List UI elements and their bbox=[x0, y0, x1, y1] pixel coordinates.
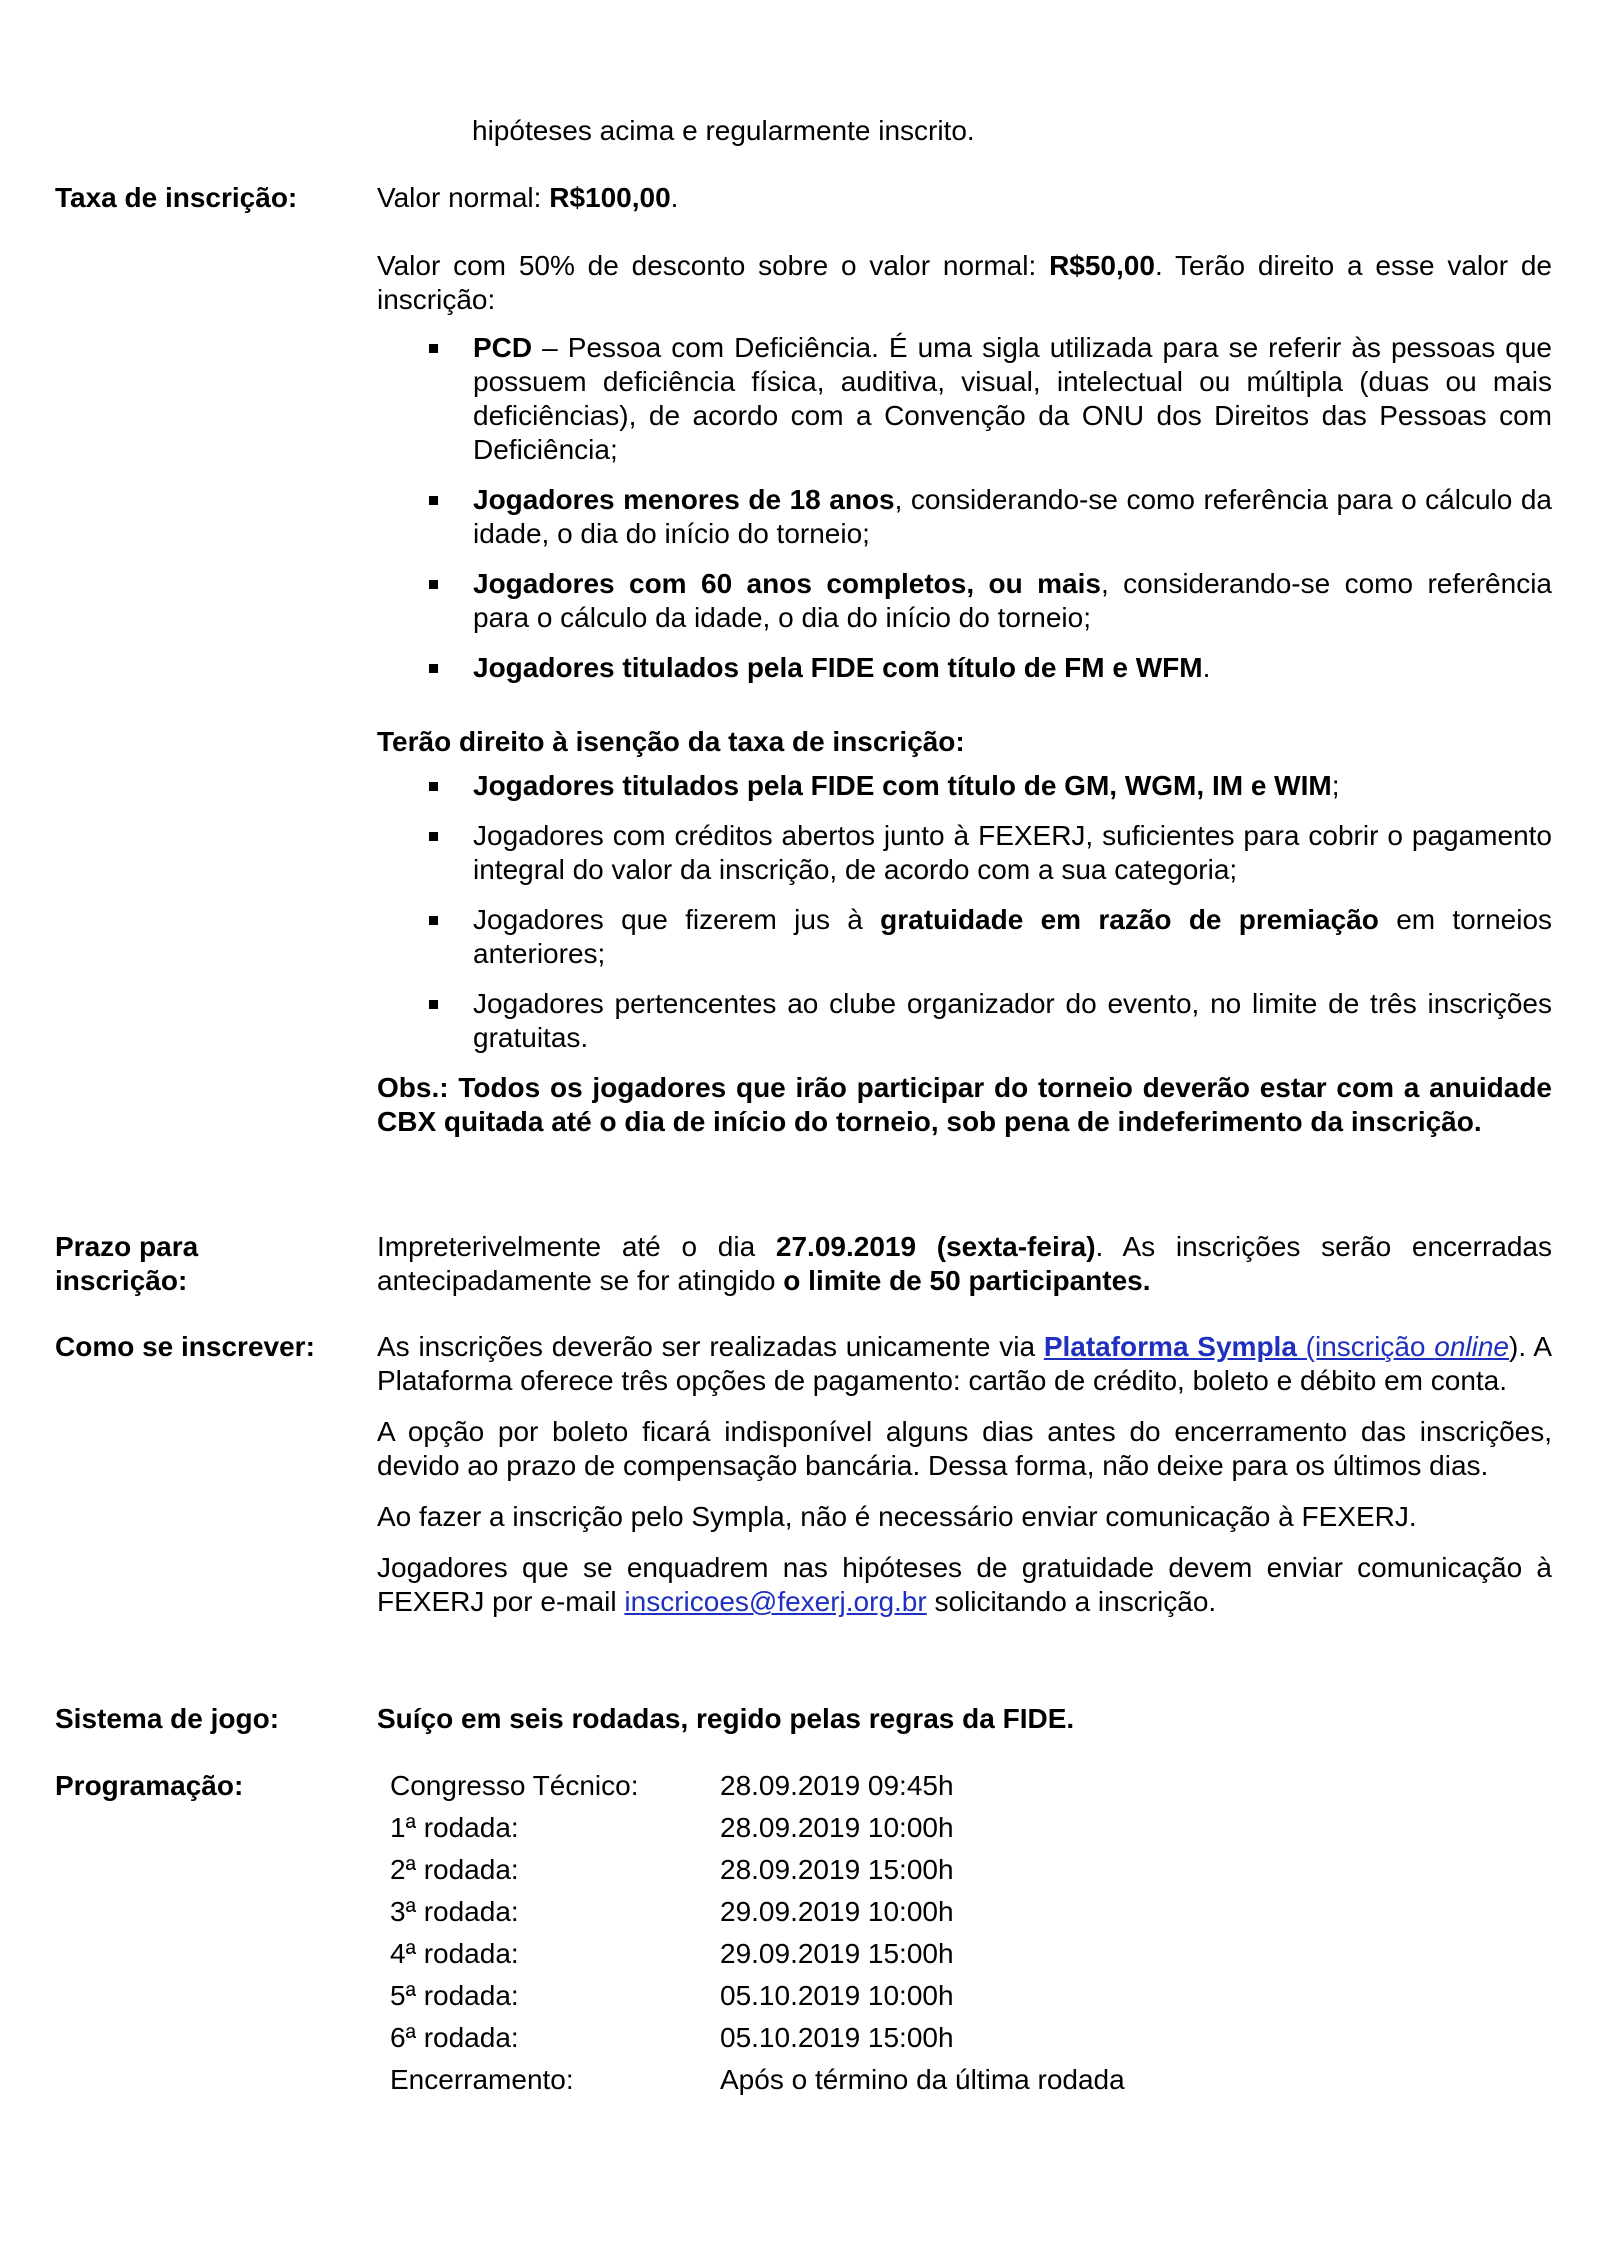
item-bold: Jogadores com 60 anos completos, ou mais bbox=[473, 568, 1101, 599]
item-text: Jogadores pertencentes ao clube organizador do evento, no limite de três inscrições gratuitas. bbox=[473, 988, 1552, 1053]
prazo-label bbox=[55, 1230, 375, 1298]
sistema-label: Sistema de jogo: bbox=[55, 1703, 280, 1734]
p4-post: solicitando a inscrição. bbox=[926, 1586, 1217, 1617]
schedule-label: 1ª rodada: bbox=[390, 1812, 519, 1843]
item-text: . bbox=[1202, 652, 1211, 683]
schedule-value: Após o término da última rodada bbox=[720, 2064, 1125, 2095]
sympla-link-rest: (inscrição bbox=[1296, 1331, 1435, 1362]
inscrever-content bbox=[377, 1330, 1552, 1619]
item-text: , considerando-se como referência para o cálculo da idade, o dia do início do torneio; bbox=[473, 568, 1552, 633]
prazo-mid: . As inscrições serão encerradas antecipadamente se for atingido bbox=[377, 1231, 1552, 1296]
list-item bbox=[377, 567, 1552, 635]
p1-post: ). A Plataforma oferece três opções de pagamento: cartão de crédito, boleto e débito em conta. bbox=[377, 1331, 1553, 1396]
email-link[interactable]: inscricoes@fexerj.org.br bbox=[624, 1586, 927, 1617]
schedule-label: 5ª rodada: bbox=[390, 1980, 519, 2011]
schedule-value: 28.09.2019 09:45h bbox=[720, 1770, 954, 1801]
normal-fee-value: R$100,00 bbox=[549, 182, 671, 213]
schedule-value: 28.09.2019 10:00h bbox=[720, 1812, 954, 1843]
inscrever-p2: A opção por boleto ficará indisponível alguns dias antes do encerramento das inscrições, devido ao prazo de compensação bancária. Dessa forma, não deixe para os últimos dias. bbox=[377, 1416, 1552, 1481]
item-bold: PCD bbox=[473, 332, 533, 363]
inscrever-p3: Ao fazer a inscrição pelo Sympla, não é necessário enviar comunicação à FEXERJ. bbox=[377, 1501, 1417, 1532]
discount-fee-value: R$50,00 bbox=[1049, 250, 1155, 281]
schedule-value: 29.09.2019 15:00h bbox=[720, 1938, 954, 1969]
item-text: Jogadores com créditos abertos junto à FEXERJ, suficientes para cobrir o pagamento integral do valor da inscrição, de acordo com a sua categoria; bbox=[473, 820, 1552, 885]
inscrever-p1 bbox=[377, 1330, 1552, 1398]
discount-fee bbox=[377, 249, 1552, 317]
taxa-content bbox=[377, 181, 1552, 1139]
obs-note: Obs.: Todos os jogadores que irão participar do torneio deverão estar com a anuidade CBX quitada até o dia de início do torneio, sob pena de indeferimento da inscrição. bbox=[377, 1072, 1552, 1137]
taxa-label: Taxa de inscrição: bbox=[55, 182, 298, 213]
item-text: – Pessoa com Deficiência. É uma sigla utilizada para se referir às pessoas que possuem deficiência física, auditiva, visual, intelectual ou múltipla (duas ou mais deficiências), de acordo com a Convenção da ONU dos Direitos das Pessoas com Deficiência; bbox=[473, 332, 1552, 465]
item-text: Jogadores que fizerem jus à bbox=[473, 904, 881, 935]
schedule-label: Encerramento: bbox=[390, 2064, 574, 2095]
exempt-heading: Terão direito à isenção da taxa de inscrição: bbox=[377, 726, 965, 757]
bullet-square-icon bbox=[429, 782, 438, 791]
prazo-label-line2: inscrição: bbox=[55, 1265, 188, 1296]
schedule-label: 3ª rodada: bbox=[390, 1896, 519, 1927]
sistema-value: Suíço em seis rodadas, regido pelas regras da FIDE. bbox=[377, 1703, 1075, 1734]
sympla-link-online: online bbox=[1434, 1331, 1509, 1362]
schedule-label: Congresso Técnico: bbox=[390, 1770, 639, 1801]
schedule-value: 28.09.2019 15:00h bbox=[720, 1854, 954, 1885]
schedule-value: 05.10.2019 10:00h bbox=[720, 1980, 954, 2011]
bullet-square-icon bbox=[429, 496, 438, 505]
item-text: , considerando-se como referência para o cálculo da idade, o dia do início do torneio; bbox=[473, 484, 1552, 549]
bullet-square-icon bbox=[429, 832, 438, 841]
list-item bbox=[377, 903, 1552, 971]
discount-list bbox=[377, 331, 1552, 685]
sympla-link-label: Plataforma Sympla bbox=[1043, 1331, 1297, 1362]
exempt-list bbox=[377, 769, 1552, 1055]
normal-fee bbox=[377, 181, 1552, 215]
prazo-content bbox=[377, 1230, 1552, 1298]
list-item bbox=[377, 769, 1552, 803]
prazo-text bbox=[377, 1230, 1552, 1298]
discount-fee-suffix: . Terão direito a esse valor de inscrição: bbox=[377, 250, 1552, 315]
p4-pre: Jogadores que se enquadrem nas hipóteses de gratuidade devem enviar comunicação à FEXERJ por e-mail bbox=[377, 1552, 1552, 1617]
schedule-value: 29.09.2019 10:00h bbox=[720, 1896, 954, 1927]
schedule-label: 6ª rodada: bbox=[390, 2022, 519, 2053]
item-bold: Jogadores menores de 18 anos bbox=[473, 484, 895, 515]
bullet-square-icon bbox=[429, 344, 438, 353]
item-bold: Jogadores titulados pela FIDE com título de FM e WFM bbox=[473, 652, 1203, 683]
item-bold: Jogadores titulados pela FIDE com título de GM, WGM, IM e WIM bbox=[473, 770, 1332, 801]
list-item bbox=[377, 651, 1552, 685]
bullet-square-icon bbox=[429, 916, 438, 925]
sympla-link[interactable] bbox=[1044, 1331, 1509, 1362]
prazo-pre: Impreterivelmente até o dia bbox=[377, 1231, 776, 1262]
schedule-label: 4ª rodada: bbox=[390, 1938, 519, 1969]
intro-line: hipóteses acima e regularmente inscrito. bbox=[472, 115, 975, 146]
list-item bbox=[377, 331, 1552, 467]
schedule-label: 2ª rodada: bbox=[390, 1854, 519, 1885]
bullet-square-icon bbox=[429, 580, 438, 589]
bullet-square-icon bbox=[429, 1000, 438, 1009]
discount-fee-prefix: Valor com 50% de desconto sobre o valor normal: bbox=[377, 250, 1050, 281]
item-text: em torneios anteriores; bbox=[473, 904, 1553, 969]
programacao-label: Programação: bbox=[55, 1770, 244, 1801]
list-item bbox=[377, 987, 1552, 1055]
list-item bbox=[377, 819, 1552, 887]
prazo-date: 27.09.2019 (sexta-feira) bbox=[775, 1231, 1096, 1262]
list-item bbox=[377, 483, 1552, 551]
item-text: ; bbox=[1331, 770, 1340, 801]
prazo-label-line1: Prazo para bbox=[55, 1231, 199, 1262]
normal-fee-suffix: . bbox=[670, 182, 679, 213]
p1-pre: As inscrições deverão ser realizadas unicamente via bbox=[377, 1331, 1044, 1362]
prazo-limit: o limite de 50 participantes. bbox=[783, 1265, 1151, 1296]
schedule-value: 05.10.2019 15:00h bbox=[720, 2022, 954, 2053]
item-bold: gratuidade em razão de premiação bbox=[880, 904, 1379, 935]
inscrever-p4 bbox=[377, 1551, 1552, 1619]
inscrever-label: Como se inscrever: bbox=[55, 1331, 315, 1362]
bullet-square-icon bbox=[429, 664, 438, 673]
normal-fee-prefix: Valor normal: bbox=[377, 182, 550, 213]
